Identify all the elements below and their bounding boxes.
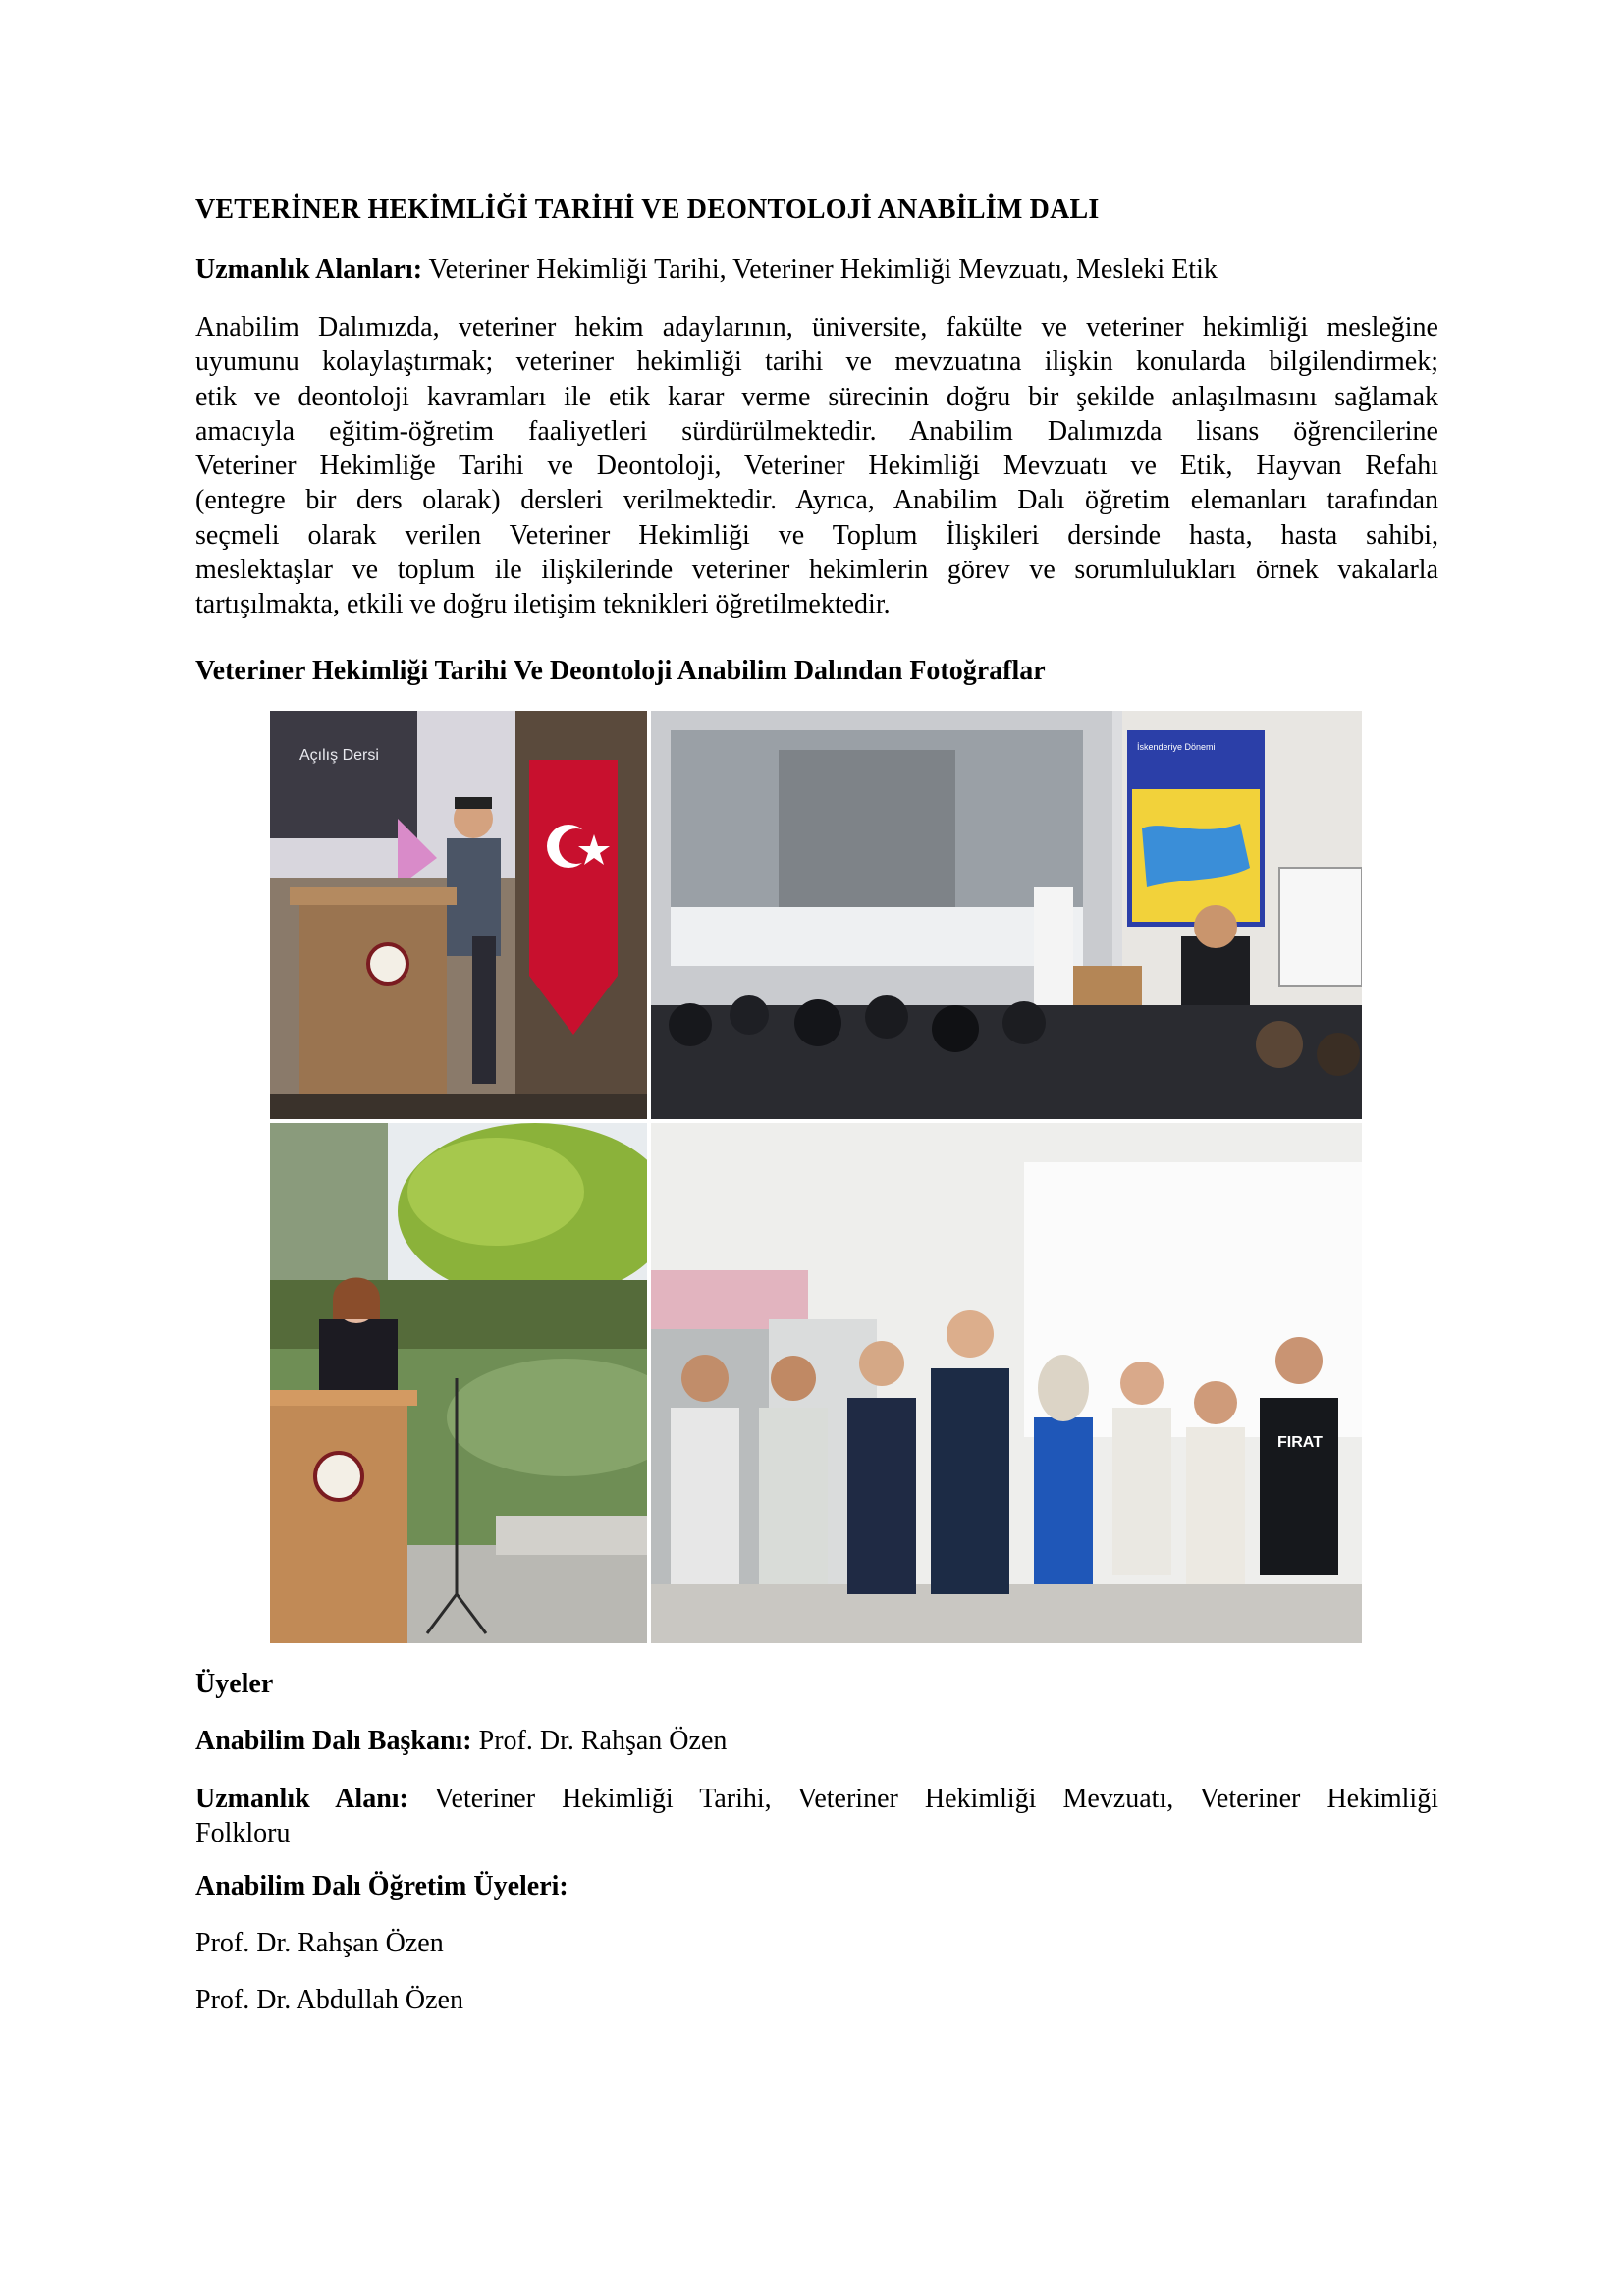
department-head-line	[195, 1726, 727, 1757]
paragraph-line: Anabilim Dalımızda, veteriner hekim adaylarının, üniversite, fakülte ve veteriner hekimliği mesleğine	[195, 312, 1438, 343]
photo-lecture-podium	[270, 711, 647, 1119]
paragraph-line: uyumunu kolaylaştırmak; veteriner hekimliği tarihi ve mevzuatına ilişkin konularda bilgilendirmek;	[195, 347, 1438, 378]
paragraph-line: etik ve deontoloji kavramları ile etik karar verme sürecinin doğru bir şekilde anlaşılmasını sağlamak	[195, 381, 1438, 412]
paragraph-line: Veteriner Hekimliğe Tarihi ve Deontoloji, Veteriner Hekimliği Mevzuatı ve Etik, Hayvan Refahı	[195, 451, 1438, 482]
slide-title-text: Açılış Dersi	[299, 747, 379, 764]
paragraph-line: amacıyla eğitim-öğretim faaliyetleri sürdürülmektedir. Anabilim Dalımızda lisans öğrencilerine	[195, 415, 1438, 447]
department-head-name: Prof. Dr. Rahşan Özen	[471, 1726, 728, 1756]
head-specialization-line1	[195, 1782, 1438, 1816]
photo-outdoor-speech	[270, 1123, 647, 1643]
paragraph-line: tartışılmakta, etkili ve doğru iletişim teknikleri öğretilmektedir.	[195, 589, 891, 620]
photo-classroom-lecture	[651, 711, 1362, 1119]
paragraph-line: (entegre bir ders olarak) dersleri verilmektedir. Ayrıca, Anabilim Dalı öğretim elemanları tarafından	[195, 485, 1438, 516]
screen-title-text: İskenderiye Dönemi	[1137, 742, 1216, 752]
faculty-member: Prof. Dr. Abdullah Özen	[195, 1985, 463, 2015]
faculty-heading: Anabilim Dalı Öğretim Üyeleri:	[195, 1871, 568, 1901]
specialization-line	[195, 254, 1218, 286]
shirt-text: FIRAT	[1277, 1434, 1323, 1451]
photos-heading: Veteriner Hekimliği Tarihi Ve Deontoloji Anabilim Dalından Fotoğraflar	[195, 656, 1046, 686]
photo-group	[651, 1123, 1362, 1643]
head-specialization-label: Uzmanlık Alanı:	[195, 1784, 408, 1814]
paragraph-line: seçmeli olarak verilen Veteriner Hekimliği ve Toplum İlişkileri dersinde hasta, hasta sahibi,	[195, 519, 1438, 551]
department-head-label: Anabilim Dalı Başkanı:	[195, 1726, 472, 1756]
specialization-value: Veteriner Hekimliği Tarihi, Veteriner Hekimliği Mevzuatı, Mesleki Etik	[422, 254, 1218, 285]
photo-collage	[270, 711, 1362, 1643]
head-specialization-text: Veteriner Hekimliği Tarihi, Veteriner Hekimliği Mevzuatı, Veteriner Hekimliği	[407, 1784, 1438, 1814]
page-title: VETERİNER HEKİMLİĞİ TARİHİ VE DEONTOLOJİ ANABİLİM DALI	[195, 194, 1100, 225]
head-specialization	[195, 1782, 1438, 1850]
specialization-label: Uzmanlık Alanları:	[195, 254, 423, 285]
members-heading: Üyeler	[195, 1669, 274, 1699]
faculty-member: Prof. Dr. Rahşan Özen	[195, 1928, 444, 1958]
intro-paragraph	[195, 310, 1438, 622]
head-specialization-line2: Folkloru	[195, 1818, 291, 1848]
paragraph-line: meslektaşlar ve toplum ile ilişkilerinde veteriner hekimlerin görev ve sorumlulukları örnek vakalarla	[195, 555, 1438, 586]
